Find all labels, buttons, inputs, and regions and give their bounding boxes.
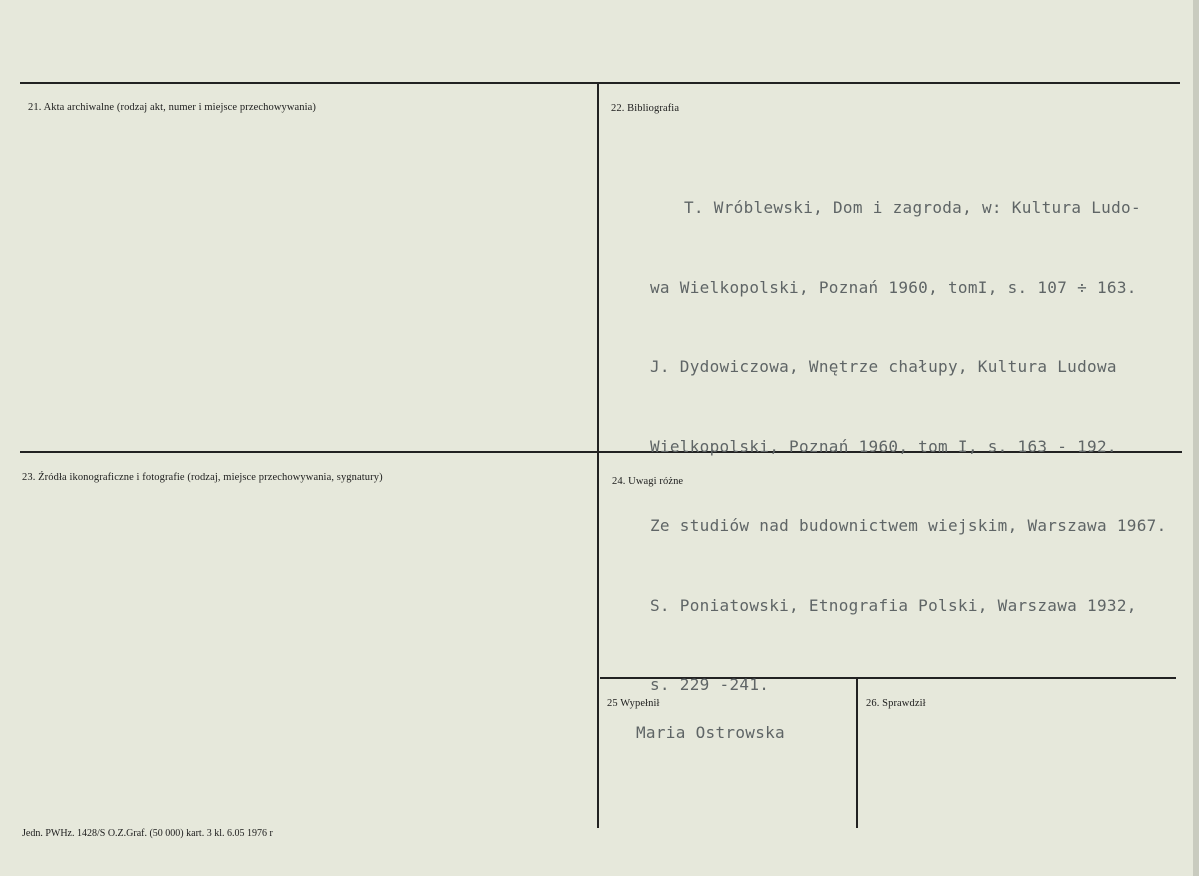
- section-25-label: 25 Wypełnił: [607, 698, 660, 709]
- card-edge: [1193, 0, 1199, 876]
- bibliography-line: Ze studiów nad budownictwem wiejskim, Warszawa 1967.: [650, 516, 1167, 535]
- section-21-label: 21. Akta archiwalne (rodzaj akt, numer i miejsce przechowywania): [28, 102, 317, 113]
- print-footer: Jedn. PWHz. 1428/S O.Z.Graf. (50 000) kart. 3 kl. 6.05 1976 r: [22, 828, 273, 839]
- section-26-label: 26. Sprawdził: [866, 698, 926, 709]
- section-23-label: 23. Źródła ikonograficzne i fotografie (rodzaj, miejsce przechowywania, sygnatury): [22, 472, 383, 483]
- bibliography-line: S. Poniatowski, Etnografia Polski, Warszawa 1932,: [650, 595, 1137, 615]
- bibliography-line: Wielkopolski, Poznań 1960, tom I, s. 163 - 192.: [650, 436, 1117, 456]
- bibliography-line: s. 229 -241.: [650, 675, 770, 694]
- center-divider: [597, 82, 599, 828]
- section-22-label: 22. Bibliografia: [611, 103, 680, 114]
- bibliography-line: wa Wielkopolski, Poznań 1960, tomI, s. 107 ÷ 163.: [650, 277, 1137, 297]
- bibliography-text: [650, 142, 1167, 752]
- top-rule: [20, 82, 1180, 84]
- section-24-label: 24. Uwagi różne: [612, 476, 684, 487]
- bibliography-line: T. Wróblewski, Dom i zagroda, w: Kultura Ludo-: [684, 198, 1141, 217]
- bibliography-line: J. Dydowiczowa, Wnętrze chałupy, Kultura Ludowa: [650, 357, 1117, 376]
- filled-by-name: Maria Ostrowska: [636, 723, 785, 742]
